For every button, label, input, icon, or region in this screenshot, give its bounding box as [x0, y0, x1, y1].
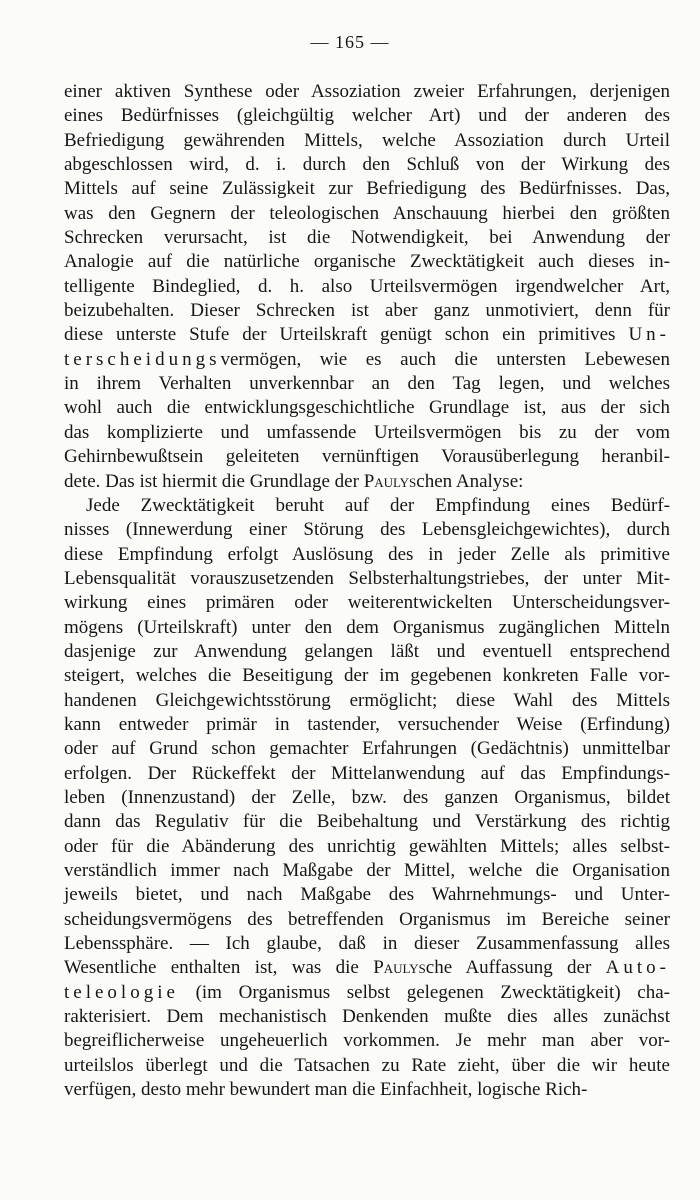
text-segment: verständlich immer nach Maßgabe der Mittel, welche die Organisation	[64, 860, 670, 881]
text-line	[64, 567, 670, 591]
text-segment: erfolgen. Der Rückeffekt der Mittelanwendung auf das Empfindungs-	[64, 762, 670, 784]
text-line	[64, 153, 670, 177]
text-line	[64, 372, 670, 396]
small-caps-name: Paulys	[373, 957, 426, 979]
text-segment: nisses (Innewerdung einer Störung des Lebensgleichgewichtes), durch	[64, 519, 670, 541]
text-segment: diese Empfindung erfolgt Auslösung des in jeder Zelle als primitive	[64, 543, 670, 565]
text-line	[64, 250, 670, 274]
text-line	[64, 129, 670, 153]
text-line	[64, 494, 670, 518]
emphasized-text: Un-	[628, 324, 670, 346]
text-segment: scheidungsvermögens des betreffenden Organismus im Bereiche seiner	[64, 908, 670, 930]
text-line	[64, 713, 670, 737]
text-segment: Analogie auf die natürliche organische Zwecktätigkeit auch dieses in-	[64, 251, 670, 273]
text-line	[64, 981, 670, 1005]
text-line	[64, 883, 670, 907]
text-segment: verfügen, desto mehr bewundert man die Einfachheit, logische Rich-	[64, 1079, 588, 1101]
text-line	[64, 616, 670, 640]
text-segment: begreiflicherweise ungeheuerlich vorkommen. Je mehr man aber vor-	[64, 1030, 670, 1052]
text-segment: Gehirnbewußtsein geleiteten vernünftigen Vorausüberlegung heranbil-	[64, 446, 670, 468]
small-caps-name: Paulys	[363, 470, 417, 492]
text-line	[64, 664, 670, 688]
text-line	[64, 323, 670, 347]
text-line	[64, 445, 670, 469]
text-line	[64, 762, 670, 786]
text-segment: che Auffassung der	[425, 957, 606, 979]
text-line	[64, 275, 670, 299]
text-segment: handenen Gleichgewichtsstörung ermöglicht; diese Wahl des Mittels	[64, 689, 670, 711]
text-segment: dann das Regulativ für die Beibehaltung und Verstärkung des richtig	[64, 811, 670, 833]
page-number: — 165 —	[310, 32, 390, 52]
text-segment: rakterisiert. Dem mechanistisch Denkenden mußte dies alles zunächst	[64, 1006, 670, 1028]
text-line	[64, 348, 670, 372]
text-segment: wohl auch die entwicklungsgeschichtliche Grundlage ist, aus der sich	[64, 397, 670, 419]
text-line	[64, 689, 670, 713]
text-line	[64, 737, 670, 761]
text-segment: eines Bedürfnisses (gleichgültig welcher Art) und der anderen des	[64, 105, 670, 127]
text-line	[64, 299, 670, 323]
text-segment: vermögen, wie es auch die untersten Lebewesen	[220, 348, 670, 370]
text-line	[64, 1078, 670, 1102]
text-segment: was den Gegnern der teleologischen Anschauung hierbei den größten	[64, 202, 670, 224]
text-segment: jeweils bietet, und nach Maßgabe des Wahrnehmungs- und Unter-	[64, 884, 670, 906]
text-segment: (im Organismus selbst gelegenen Zwecktätigkeit) cha-	[178, 981, 670, 1003]
text-line	[64, 80, 670, 104]
text-segment: telligente Bindeglied, d. h. also Urteilsvermögen irgendwelcher Art,	[64, 275, 670, 297]
text-line	[64, 518, 670, 542]
text-line	[64, 470, 670, 494]
text-line	[64, 835, 670, 859]
text-segment: urteilslos überlegt und die Tatsachen zu Rate zieht, über die wir heute	[64, 1054, 670, 1076]
text-line	[64, 202, 670, 226]
emphasized-text: teleologie	[64, 981, 179, 1003]
body-text	[64, 80, 670, 1102]
text-line	[64, 104, 670, 128]
text-line	[64, 1054, 670, 1078]
text-segment: leben (Innenzustand) der Zelle, bzw. des ganzen Organismus, bildet	[64, 786, 670, 808]
text-segment: beizubehalten. Dieser Schrecken ist aber ganz unmotiviert, denn für	[64, 300, 670, 322]
text-segment: steigert, welches die Beseitigung der im gegebenen konkreten Falle vor-	[64, 665, 670, 687]
text-line	[64, 932, 670, 956]
text-segment: mögens (Urteilskraft) unter den dem Organismus zugänglichen Mitteln	[64, 616, 670, 638]
text-segment: diese unterste Stufe der Urteilskraft genügt schon ein primitives	[64, 324, 629, 346]
text-segment: abgeschlossen wird, d. i. durch den Schluß von der Wirkung des	[64, 154, 670, 176]
text-segment: oder auf Grund schon gemachter Erfahrungen (Gedächtnis) unmittelbar	[64, 738, 670, 760]
emphasized-text: terscheidungs	[64, 348, 221, 370]
text-segment: kann entweder primär in tastender, versuchender Weise (Erfindung)	[64, 713, 670, 735]
text-line	[64, 591, 670, 615]
text-segment: Schrecken verursacht, ist die Notwendigkeit, bei Anwendung der	[64, 227, 670, 249]
text-segment: Befriedigung gewährenden Mittels, welche Assoziation durch Urteil	[64, 129, 670, 151]
text-segment: chen Analyse:	[416, 470, 524, 492]
text-line	[64, 421, 670, 445]
text-segment: wirkung eines primären oder weiterentwickelten Unterscheidungsver-	[64, 592, 670, 614]
text-segment: oder für die Abänderung des unrichtig gewählten Mittels; alles selbst-	[64, 835, 670, 857]
text-line	[64, 1005, 670, 1029]
text-line	[64, 177, 670, 201]
text-line	[64, 908, 670, 932]
text-segment: einer aktiven Synthese oder Assoziation zweier Erfahrungen, derjenigen	[64, 81, 670, 102]
text-segment: das komplizierte und umfassende Urteilsvermögen bis zu der vom	[64, 421, 670, 443]
text-line	[64, 1029, 670, 1053]
text-line	[64, 640, 670, 664]
text-segment: Jede Zwecktätigkeit beruht auf der Empfindung eines Bedürf-	[86, 494, 670, 516]
text-line	[64, 859, 670, 883]
text-segment: Lebensqualität vorauszusetzenden Selbsterhaltungstriebes, der unter Mit-	[64, 567, 670, 589]
text-line	[64, 786, 670, 810]
text-segment: Wesentliche enthalten ist, was die	[64, 957, 374, 979]
text-line	[64, 226, 670, 250]
text-line	[64, 956, 670, 980]
text-line	[64, 543, 670, 567]
text-line	[64, 396, 670, 420]
emphasized-text: Auto-	[605, 957, 670, 979]
text-line	[64, 810, 670, 834]
text-segment: in ihrem Verhalten unverkennbar an den Tag legen, und welches	[64, 373, 670, 395]
text-segment: dete. Das ist hiermit die Grundlage der	[64, 470, 364, 492]
text-segment: Lebenssphäre. — Ich glaube, daß in dieser Zusammenfassung alles	[64, 933, 670, 955]
text-segment: dasjenige zur Anwendung gelangen läßt und eventuell entsprechend	[64, 640, 670, 662]
text-segment: Mittels auf seine Zulässigkeit zur Befriedigung des Bedürfnisses. Das,	[64, 178, 670, 200]
